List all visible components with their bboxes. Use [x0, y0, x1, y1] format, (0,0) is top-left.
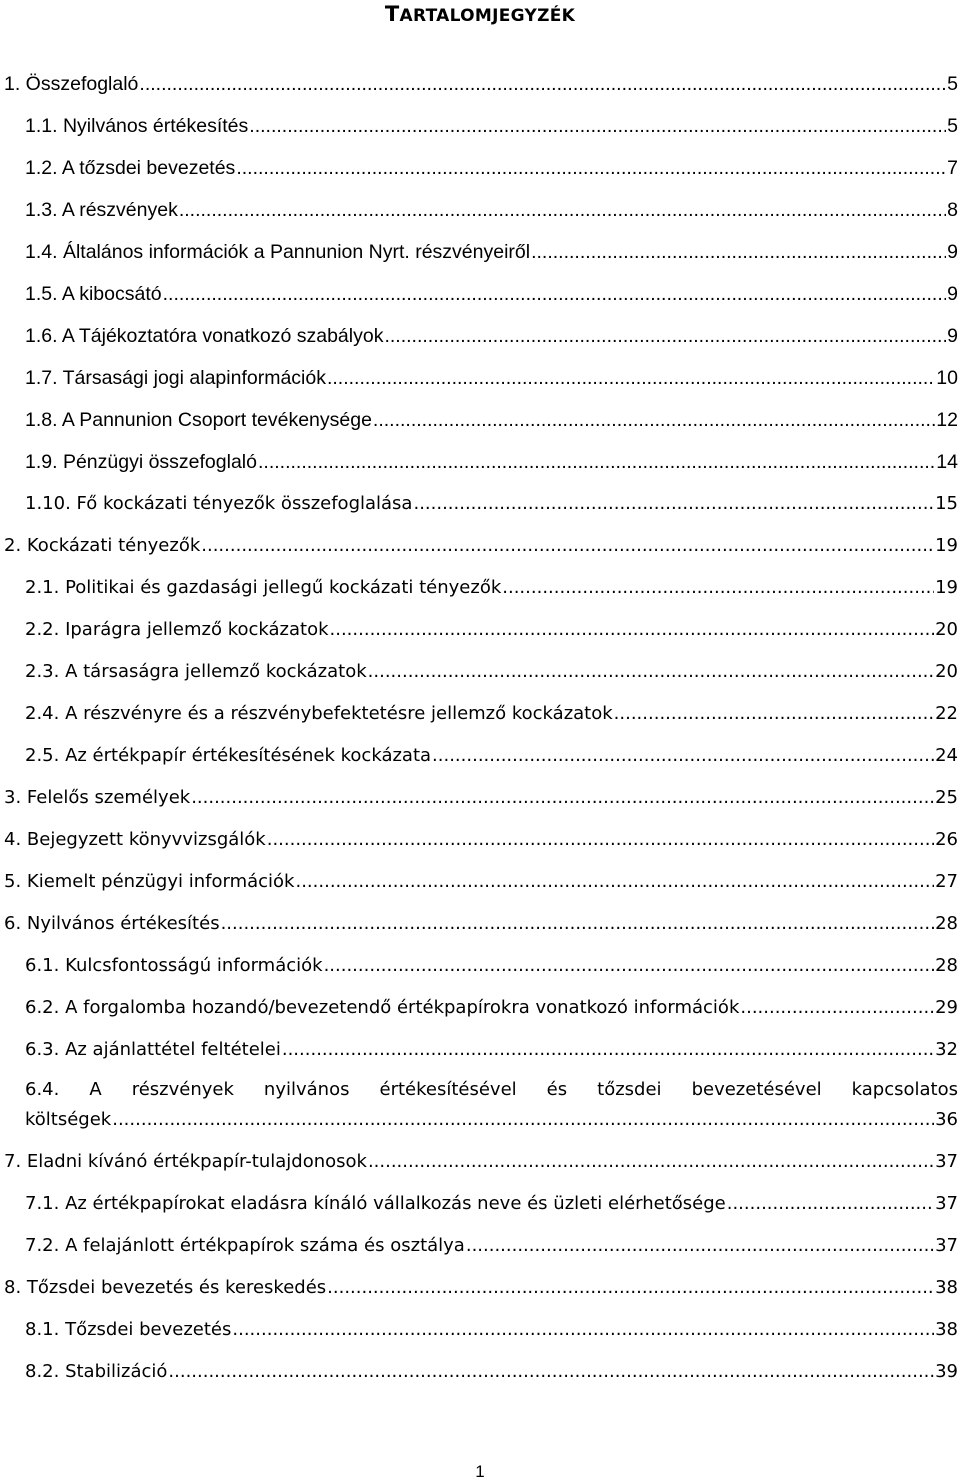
toc-entry[interactable]: 6. Nyilvános értékesítés ..... 28	[4, 912, 958, 936]
toc-leader-dots	[163, 282, 947, 306]
toc-entry[interactable]: 2. Kockázati tényezők ..... 19	[4, 534, 958, 558]
toc-leader-dots	[258, 450, 935, 474]
toc-leader-dots	[502, 576, 934, 600]
toc-entry[interactable]: 1. Összefoglaló ..... 5	[4, 72, 958, 96]
toc-leader-dots	[373, 408, 935, 432]
toc-entry[interactable]: 5. Kiemelt pénzügyi információk ..... 27	[4, 870, 958, 894]
toc-leader-dots	[432, 744, 934, 768]
toc-entry[interactable]: 4. Bejegyzett könyvvizsgálók ..... 26	[4, 828, 958, 852]
toc-leader-dots	[330, 618, 935, 642]
toc-leader-dots	[232, 1318, 934, 1342]
toc-leader-dots	[327, 1276, 934, 1300]
toc-leader-dots	[614, 702, 934, 726]
toc-entry[interactable]: 7.1. Az értékpapírokat eladásra kínáló vállalkozás neve és üzleti elérhetősége ..... 37	[25, 1192, 958, 1216]
toc-entry[interactable]: 8.1. Tőzsdei bevezetés ..... 38	[25, 1318, 958, 1342]
toc-leader-dots	[466, 1234, 934, 1258]
toc-entry[interactable]: 1.7. Társasági jogi alapinformációk ..... 10	[25, 366, 958, 390]
toc-entry[interactable]: 2.4. A részvényre és a részvénybefektetésre jellemző kockázatok ..... 22	[25, 702, 958, 726]
toc-leader-dots	[191, 786, 934, 810]
toc-leader-dots	[179, 198, 946, 222]
toc-entry[interactable]: 8. Tőzsdei bevezetés és kereskedés ..... 38	[4, 1276, 958, 1300]
toc-leader-dots	[740, 996, 934, 1020]
toc-entry-wrapped-first-line[interactable]: 6.4. A részvények nyilvános értékesítésével és tőzsdei bevezetésével kapcsolatos	[25, 1079, 958, 1100]
toc-leader-dots	[139, 72, 946, 96]
toc-entry[interactable]: 6.2. A forgalomba hozandó/bevezetendő értékpapírokra vonatkozó információk ..... 29	[25, 996, 958, 1020]
toc-leader-dots	[112, 1108, 934, 1132]
toc-entry[interactable]: 1.1. Nyilvános értékesítés ..... 5	[25, 114, 958, 138]
toc-entry[interactable]: 6.1. Kulcsfontosságú információk ..... 28	[25, 954, 958, 978]
toc-entry[interactable]: 1.9. Pénzügyi összefoglaló ..... 14	[25, 450, 958, 474]
toc-leader-dots	[295, 870, 934, 894]
toc-entry[interactable]: 1.8. A Pannunion Csoport tevékenysége ..... 12	[25, 408, 958, 432]
toc-leader-dots	[168, 1360, 934, 1384]
toc-entry[interactable]: 6.3. Az ajánlattétel feltételei ..... 32	[25, 1038, 958, 1062]
toc-entry[interactable]: 1.2. A tőzsdei bevezetés ..... 7	[25, 156, 958, 180]
toc-entry[interactable]: 1.3. A részvények ..... 8	[25, 198, 958, 222]
toc-entry[interactable]: 1.10. Fő kockázati tényezők összefoglalása ..... 15	[25, 492, 958, 516]
page-title: TARTALOMJEGYZÉK	[384, 2, 576, 26]
toc-leader-dots	[368, 1150, 934, 1174]
toc-leader-dots	[221, 912, 935, 936]
toc-entry[interactable]: költségek ..... 36	[25, 1108, 958, 1132]
toc-leader-dots	[727, 1192, 934, 1216]
toc-entry[interactable]: 3. Felelős személyek ..... 25	[4, 786, 958, 810]
toc-entry[interactable]: 8.2. Stabilizáció ..... 39	[25, 1360, 958, 1384]
toc-leader-dots	[267, 828, 934, 852]
toc-entry[interactable]: 2.2. Iparágra jellemző kockázatok ..... 20	[25, 618, 958, 642]
toc-leader-dots	[384, 324, 946, 348]
toc-entry[interactable]: 2.5. Az értékpapír értékesítésének kockázata ..... 24	[25, 744, 958, 768]
toc-leader-dots	[249, 114, 946, 138]
toc-entry[interactable]: 1.6. A Tájékoztatóra vonatkozó szabályok ..... 9	[25, 324, 958, 348]
toc-entry[interactable]: 1.5. A kibocsátó ..... 9	[25, 282, 958, 306]
toc-entry[interactable]: 7.2. A felajánlott értékpapírok száma és osztálya ..... 37	[25, 1234, 958, 1258]
toc-entry[interactable]: 1.4. Általános információk a Pannunion Nyrt. részvényeiről ..... 9	[25, 240, 958, 264]
toc-leader-dots	[413, 492, 934, 516]
toc-leader-dots	[368, 660, 934, 684]
toc-leader-dots	[282, 1038, 934, 1062]
page-number: 1	[475, 1462, 485, 1481]
toc-entry[interactable]: 2.1. Politikai és gazdasági jellegű kockázati tényezők ..... 19	[25, 576, 958, 600]
toc-leader-dots	[327, 366, 935, 390]
toc-leader-dots	[324, 954, 935, 978]
toc-leader-dots	[531, 240, 946, 264]
toc-leader-dots	[201, 534, 934, 558]
toc-entry[interactable]: 2.3. A társaságra jellemző kockázatok ..... 20	[25, 660, 958, 684]
toc-leader-dots	[236, 156, 946, 180]
toc-entry[interactable]: 7. Eladni kívánó értékpapír-tulajdonosok ..... 37	[4, 1150, 958, 1174]
